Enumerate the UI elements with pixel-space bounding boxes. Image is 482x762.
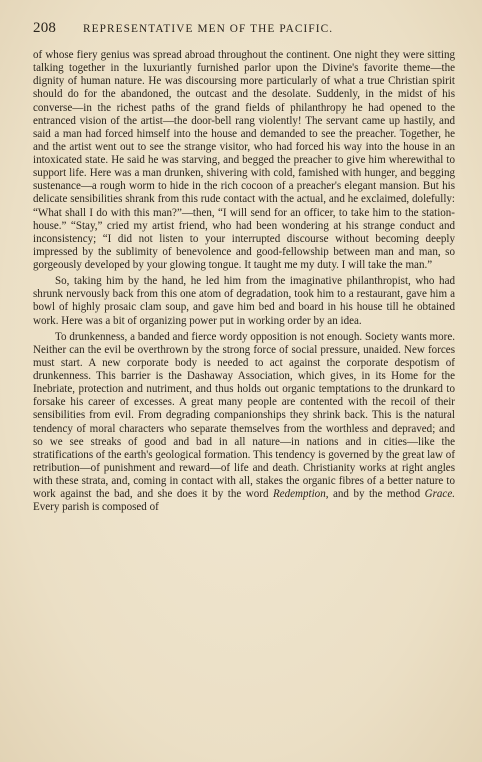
paragraph-1: of whose fiery genius was spread abroad throughout the continent. One night they were sitting talking together in the luxuriantly furnished parlor upon the Divine's favorite theme—the dignity of human nature. He was discoursing more particularly of what a true Christian spirit should do for the abandoned, the outcast and the desolate. Suddenly, in the midst of his converse—in the richest paths of the grand fields of philanthropy he had opened to the entranced vision of the artist—the door-bell rang violently! The servant came up hastily, and said a man had forced himself into the house and demanded to see the preacher. Together, he and the artist went out to see the strange visitor, who had forced his way into the house in an intoxicated state. He said he was starving, and begged the preacher to give him wherewithal to support life. Here was a man drunken, shivering with cold, famished with hunger, and begging sustenance—a rough worm to hide in the rich cocoon of a preacher's elegant mansion. But his delicate sensibilities shrank from this rude contact with the actual, and he exclaimed, dolefully: “What shall I do with this man?”—then, “I will send for an officer, to take him to the station-house.” “Stay,” cried my artist friend, who had been wondering at his strange conduct and inconsistency; “I did not listen to your interrupted discourse without becoming deeply impressed by the sublimity of benevolence and good-fellowship between man and man, so gorgeously developed by your glowing tongue. It taught me my duty. I will take the man.”	[33, 49, 455, 271]
emphasis-redemption: Redemption,	[272, 488, 329, 501]
paragraph-2: So, taking him by the hand, he led him from the imaginative philanthropist, who had shrunk nervously back from this one atom of degradation, took him to a restaurant, gave him a bowl of highly prosaic clam soup, and gave him bed and board in his house till he obtained work. Here was a bit of organizing power put in working order by an idea.	[33, 275, 455, 327]
paragraph-3-end: Every parish is composed of	[33, 501, 159, 514]
emphasis-grace: Grace.	[424, 488, 455, 501]
paragraph-3-mid: and by the method	[333, 488, 421, 501]
running-head: REPRESENTATIVE MEN OF THE PACIFIC.	[83, 23, 334, 35]
paragraph-3	[33, 331, 455, 515]
page-header	[33, 20, 455, 40]
page-number: 208	[33, 20, 57, 36]
paragraph-3-text: To drunkenness, a banded and fierce wordy opposition is not enough. Society wants more. Neither can the evil be overthrown by the strong force of social pressure, unaided. New forces must start. A new corporate body is needed to act against the corporate despotism of drunkenness. This barrier is the Dashaway Association, which gives, in its Home for the Inebriate, protection and nutriment, and thus holds out organic temptations to the drunkard to forsake his career of excesses. A great many people are contented with the recoil of their sensibilities from evil. From degrading companionships they shrink back. This is the natural tendency of moral characters who separate themselves from the worthless and depraved; and so we see streaks of good and bad in all nature—in nations and in cities—like the stratifications of the earth's geological formation. This tendency is governed by the great law of retribution—of punishment and reward—of life and death. Christianity works at right angles with these strata, and, coming in contact with all, stakes the organic fibres of a better nature to work against the bad, and she does it by the word	[33, 330, 455, 501]
body-text	[33, 49, 455, 514]
